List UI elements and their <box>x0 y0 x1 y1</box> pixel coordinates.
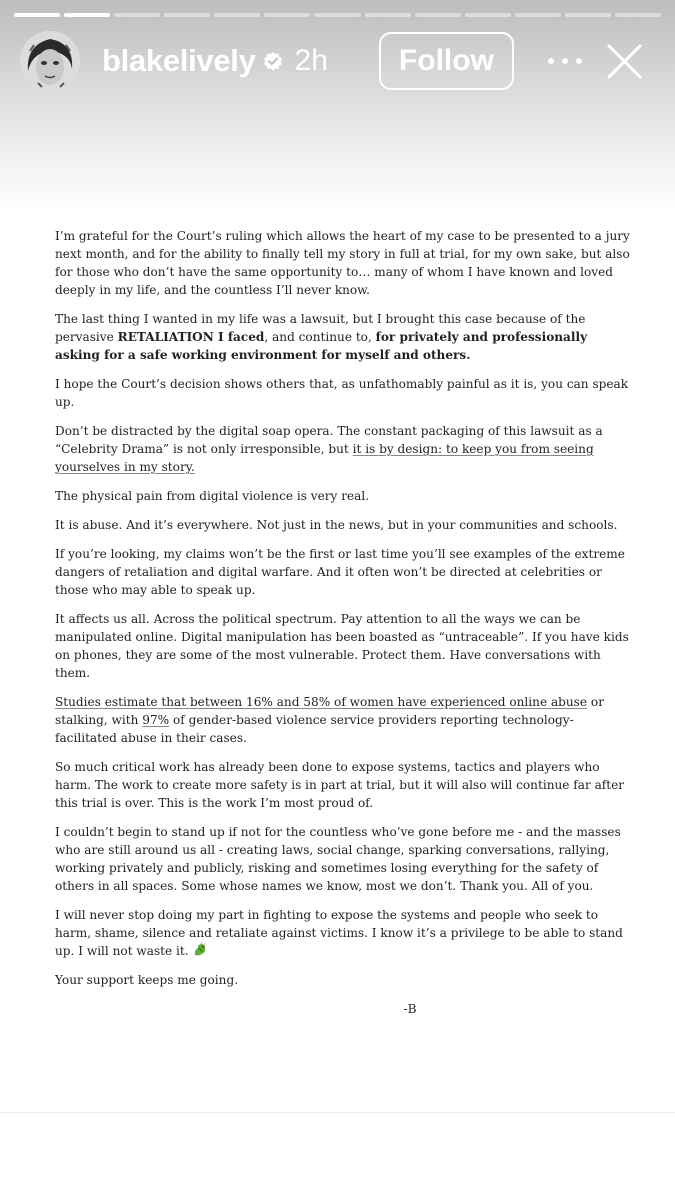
letter-signature: -B <box>403 1002 417 1016</box>
letter-paragraph: So much critical work has already been done to expose systems, tactics and players who harm. The work to create more safety is in part at trial, but it will also will continue far after this trial is over. This is the work I’m most proud of. <box>55 760 625 810</box>
post-time: 2h <box>294 44 328 77</box>
progress-segment <box>14 13 60 17</box>
letter-paragraph: Studies estimate that between 16% and 58% of women have experienced online abuse or stalking, with 97% of gender-based violence service providers reporting technology-facilitated abuse in their cases. <box>55 695 604 745</box>
story-header <box>20 30 665 92</box>
close-icon[interactable] <box>604 41 644 81</box>
progress-segment <box>515 13 561 17</box>
more-options-icon[interactable] <box>548 51 582 71</box>
progress-segment <box>465 13 511 17</box>
letter-body <box>55 227 635 1029</box>
progress-segment <box>64 13 110 17</box>
letter-paragraph: I will never stop doing my part in fighting to expose the systems and people who seek to harm, shame, silence and retaliate against victims. I know it’s a privilege to be able to stand up. I will not waste it. <box>55 908 623 958</box>
letter-paragraph: The last thing I wanted in my life was a lawsuit, but I brought this case because of the pervasive RETALIATION I faced, and continue to, for privately and professionally asking for a safe working environment for myself and others. <box>55 312 588 362</box>
letter-paragraph: The physical pain from digital violence is very real. <box>55 489 370 503</box>
progress-segment <box>164 13 210 17</box>
profile-avatar[interactable] <box>20 31 80 91</box>
progress-segment <box>214 13 260 17</box>
letter-paragraph: Don’t be distracted by the digital soap opera. The constant packaging of this lawsuit as a “Celebrity Drama” is not only irresponsible, but it is by design: to keep you from seeing yourselves in my story. <box>55 424 603 474</box>
progress-segment <box>365 13 411 17</box>
letter-paragraph: Your support keeps me going. <box>55 973 239 987</box>
follow-button[interactable]: Follow <box>379 32 514 90</box>
progress-segment <box>114 13 160 17</box>
progress-segment <box>565 13 611 17</box>
letter-paragraph: I’m grateful for the Court’s ruling which allows the heart of my case to be presented to a jury next month, and for the ability to finally tell my story in full at trial, for my own sake, but also for those who don’t have the same opportunity to… many of whom I have known and loved deeply in my life, and the countless I’ll never know. <box>55 229 630 297</box>
story-progress-bar <box>14 13 661 17</box>
letter-paragraph: If you’re looking, my claims won’t be the first or last time you’ll see examples of the extreme dangers of retaliation and digital warfare. And it often won’t be directed at celebrities or those who may able to speak up. <box>55 547 625 597</box>
letter-paragraph: It affects us all. Across the political spectrum. Pay attention to all the ways we can be manipulated online. Digital manipulation has been boasted as “untraceable”. If you have kids on phones, they are some of the most vulnerable. Protect them. Have conversations with them. <box>55 612 629 680</box>
letter-paragraph: I hope the Court’s decision shows others that, as unfathomably painful as it is, you can speak up. <box>55 377 629 409</box>
progress-segment <box>615 13 661 17</box>
letter-paragraph: It is abuse. And it’s everywhere. Not just in the news, but in your communities and schools. <box>55 518 618 532</box>
verified-badge-icon <box>263 51 283 71</box>
username[interactable]: blakelively <box>102 43 256 78</box>
progress-segment <box>264 13 310 17</box>
progress-segment <box>415 13 461 17</box>
avatar-portrait-icon <box>20 31 80 91</box>
progress-segment <box>314 13 360 17</box>
letter-paragraph: I couldn’t begin to stand up if not for the countless who’ve gone before me - and the masses who are still around us all - creating laws, social change, sparking conversations, rallying, working privately and publicly, risking and sometimes losing everything for the safety of others in all spaces. Some whose names we know, most we don’t. Thank you. All of you. <box>55 825 621 893</box>
bottom-divider <box>0 1112 675 1113</box>
dragon-emoji-icon <box>192 942 208 958</box>
